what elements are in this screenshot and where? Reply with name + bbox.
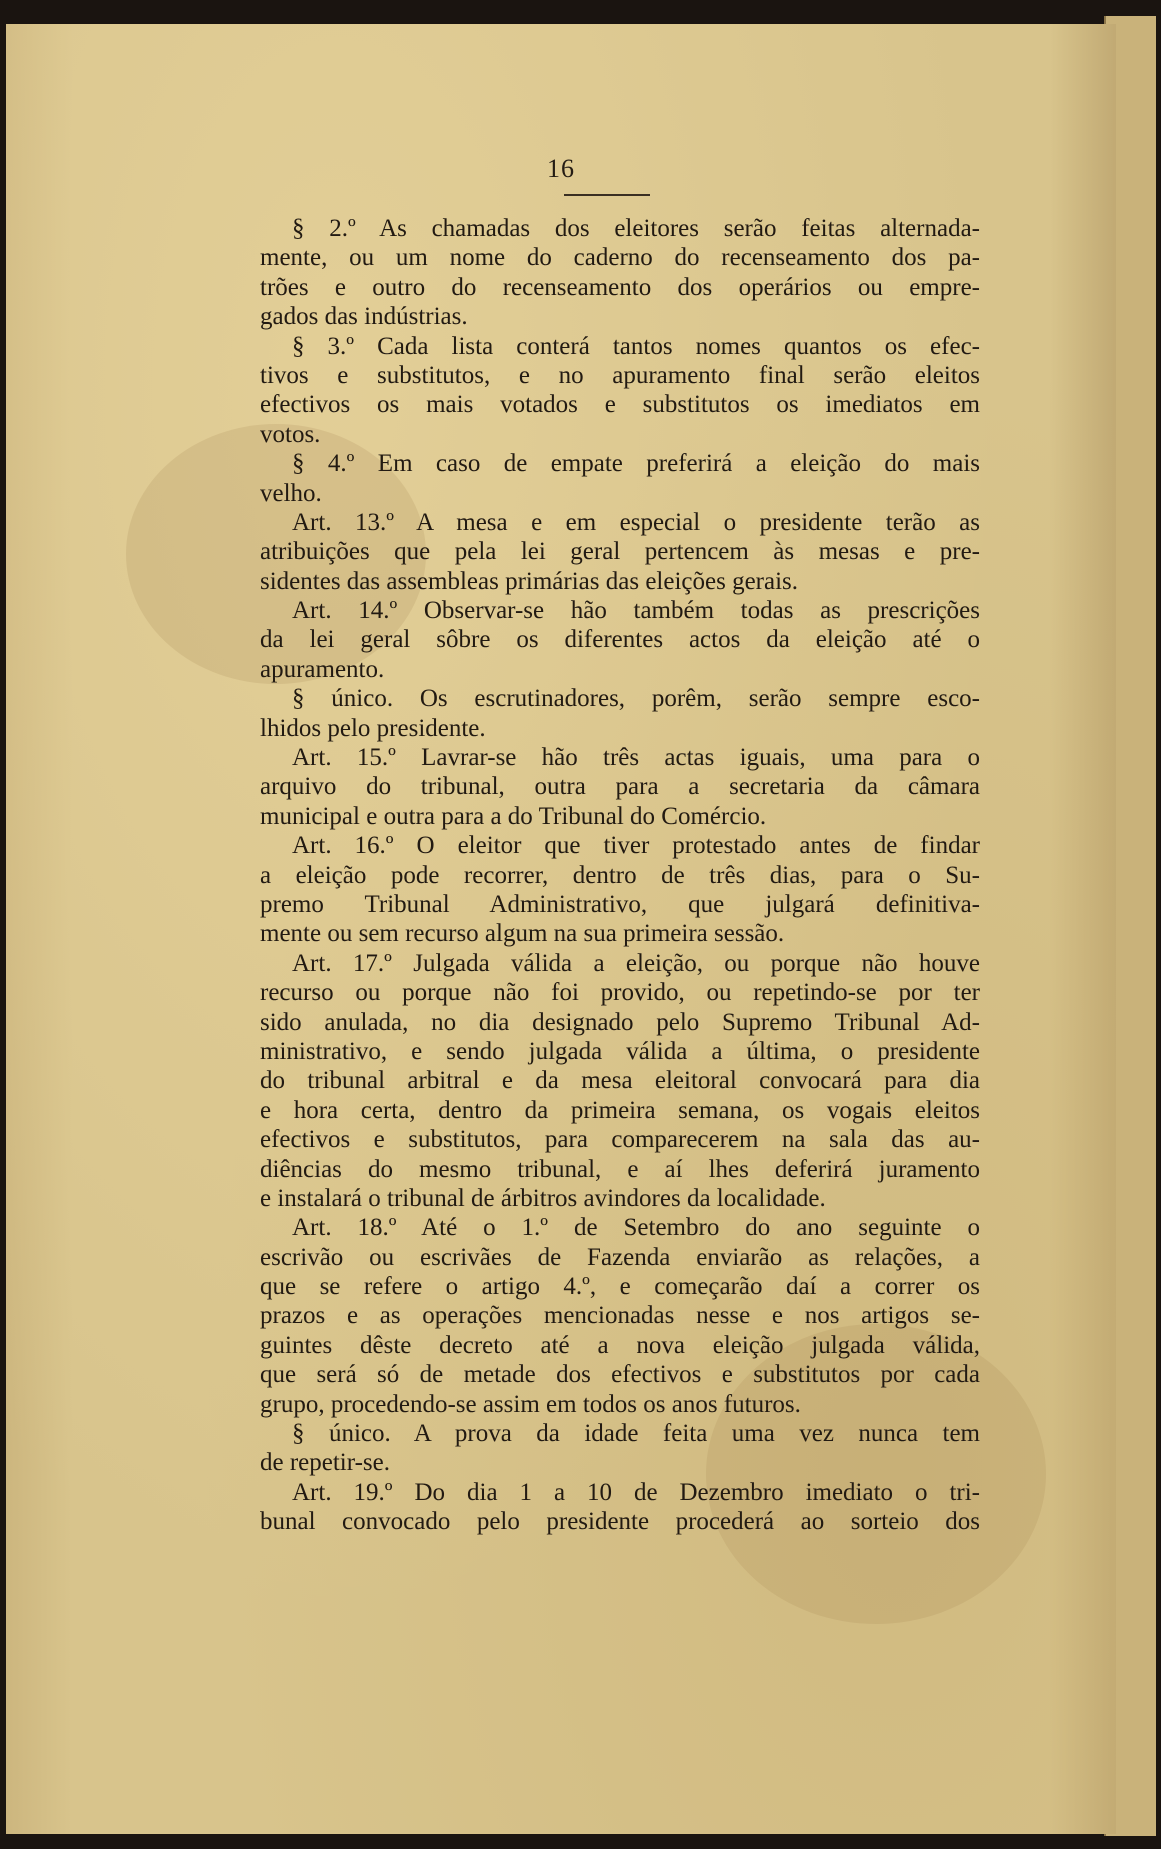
text-line: § único. Os escrutinadores, porêm, serão sempre esco- bbox=[292, 685, 980, 713]
text-line: gados das indústrias. bbox=[260, 303, 468, 331]
text-line: § único. A prova da idade feita uma vez nunca tem bbox=[292, 1420, 980, 1448]
text-line: sidentes das assembleas primárias das eleições gerais. bbox=[260, 567, 799, 595]
text-line: efectivos e substitutos, para comparecerem na sala das au- bbox=[260, 1126, 980, 1154]
text-line: bunal convocado pelo presidente procederá ao sorteio dos bbox=[260, 1508, 980, 1536]
text-line: Art. 19.º Do dia 1 a 10 de Dezembro imediato o tri- bbox=[292, 1478, 980, 1506]
text-line: mente ou sem recurso algum na sua primeira sessão. bbox=[260, 920, 785, 948]
text-line: que se refere o artigo 4.º, e começarão daí a correr os bbox=[260, 1273, 980, 1301]
text-line: diências do mesmo tribunal, e aí lhes deferirá juramento bbox=[260, 1155, 980, 1183]
text-line: Art. 15.º Lavrar-se hão três actas iguais, uma para o bbox=[292, 744, 980, 772]
text-line: guintes dêste decreto até a nova eleição julgada válida, bbox=[260, 1331, 980, 1359]
text-line: votos. bbox=[260, 420, 321, 448]
text-line: § 2.º As chamadas dos eleitores serão feitas alternada- bbox=[292, 215, 980, 242]
text-line: de repetir-se. bbox=[260, 1449, 390, 1477]
text-line: velho. bbox=[260, 479, 322, 507]
text-line: municipal e outra para a do Tribunal do Comércio. bbox=[260, 802, 767, 830]
text-line: escrivão ou escrivães de Fazenda enviarão as relações, a bbox=[260, 1243, 980, 1271]
text-line: Art. 17.º Julgada válida a eleição, ou porque não houve bbox=[292, 949, 980, 977]
page-number-rule bbox=[564, 194, 650, 196]
text-line: a eleição pode recorrer, dentro de três dias, para o Su- bbox=[260, 861, 980, 889]
text-line: da lei geral sôbre os diferentes actos da eleição até o bbox=[260, 626, 980, 654]
text-line: Art. 16.º O eleitor que tiver protestado antes de findar bbox=[292, 832, 980, 860]
text-line: Art. 13.º A mesa e em especial o presidente terão as bbox=[292, 508, 980, 536]
text-line: e hora certa, dentro da primeira semana, os vogais eleitos bbox=[260, 1096, 980, 1124]
text-line: atribuições que pela lei geral pertencem às mesas e pre- bbox=[260, 538, 980, 566]
text-line: ministrativo, e sendo julgada válida a última, o presidente bbox=[260, 1037, 980, 1065]
page-number: 16 bbox=[547, 154, 575, 183]
text-line: sido anulada, no dia designado pelo Supremo Tribunal Ad- bbox=[260, 1008, 980, 1036]
text-line: arquivo do tribunal, outra para a secretaria da câmara bbox=[260, 773, 980, 801]
text-line: mente, ou um nome do caderno do recenseamento dos pa- bbox=[260, 244, 980, 272]
text-line: trões e outro do recenseamento dos operários ou empre- bbox=[260, 273, 980, 301]
text-line: lhidos pelo presidente. bbox=[260, 714, 486, 742]
text-line: do tribunal arbitral e da mesa eleitoral convocará para dia bbox=[260, 1067, 980, 1095]
text-line: e instalará o tribunal de árbitros avindores da localidade. bbox=[260, 1184, 826, 1212]
text-line: § 3.º Cada lista conterá tantos nomes quantos os efec- bbox=[292, 332, 980, 360]
text-line: § 4.º Em caso de empate preferirá a eleição do mais bbox=[292, 450, 980, 478]
text-line: prazos e as operações mencionadas nesse e nos artigos se- bbox=[260, 1302, 980, 1330]
text-line: efectivos os mais votados e substitutos os imediatos em bbox=[260, 391, 980, 419]
text-line: Art. 18.º Até o 1.º de Setembro do ano seguinte o bbox=[292, 1214, 980, 1242]
text-line: apuramento. bbox=[260, 655, 385, 683]
body-text bbox=[260, 214, 980, 1537]
text-line: premo Tribunal Administrativo, que julgará definitiva- bbox=[260, 890, 980, 918]
text-line: que será só de metade dos efectivos e substitutos por cada bbox=[260, 1361, 980, 1389]
text-line: grupo, procedendo-se assim em todos os anos futuros. bbox=[260, 1390, 801, 1418]
book-page bbox=[6, 24, 1116, 1834]
text-line: tivos e substitutos, e no apuramento final serão eleitos bbox=[260, 361, 980, 389]
text-line: recurso ou porque não foi provido, ou repetindo-se por ter bbox=[260, 979, 980, 1007]
text-line: Art. 14.º Observar-se hão também todas as prescrições bbox=[292, 597, 980, 625]
